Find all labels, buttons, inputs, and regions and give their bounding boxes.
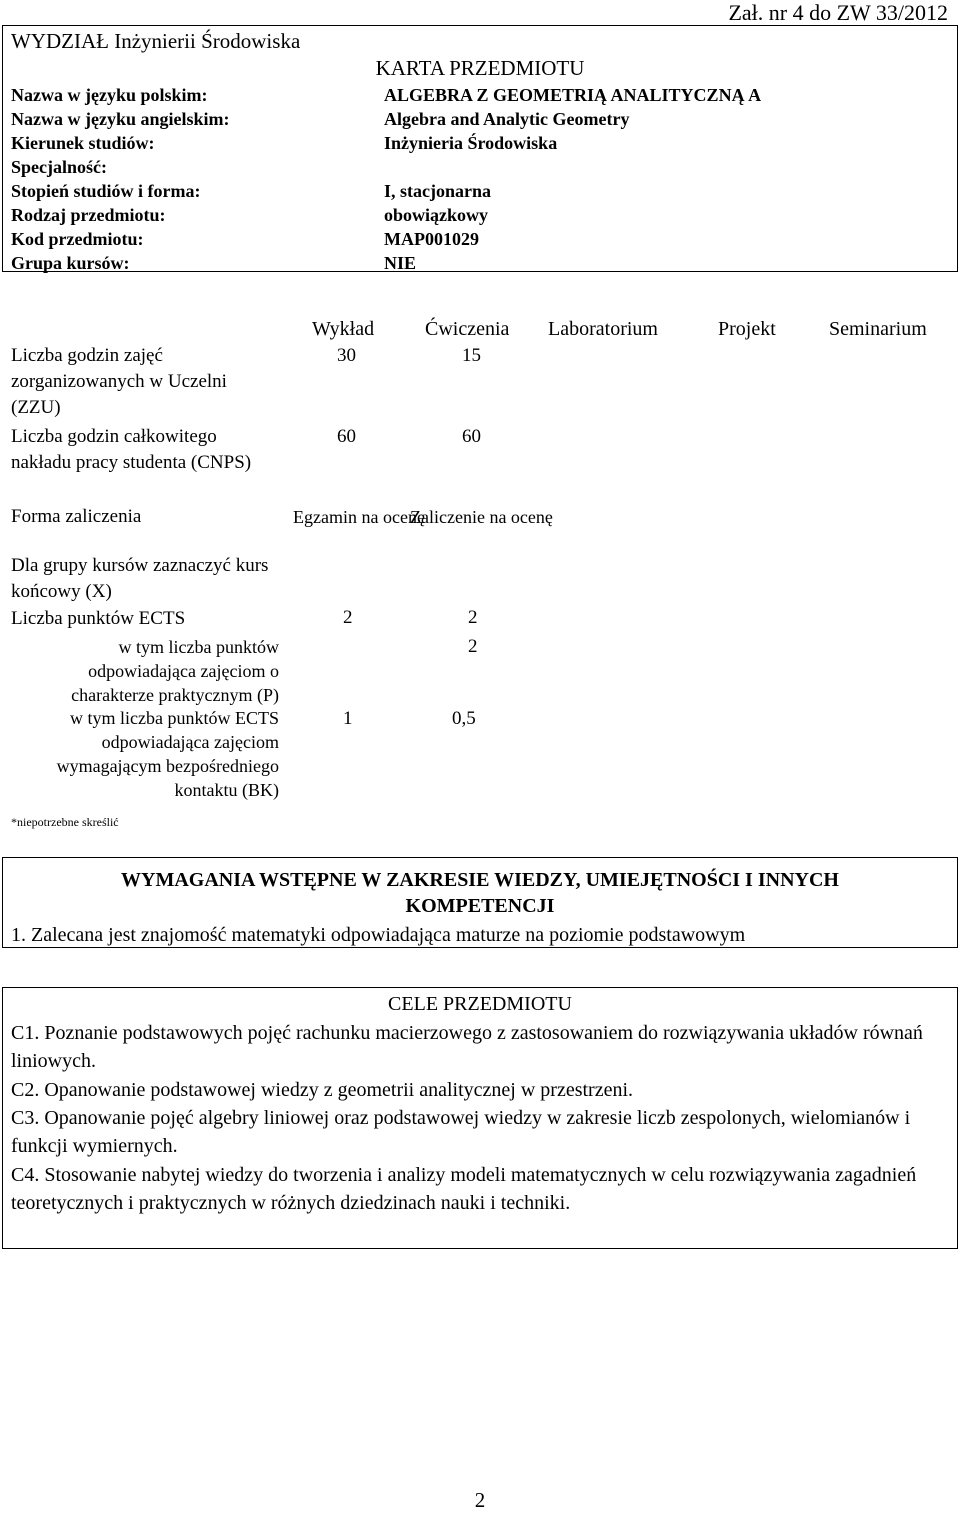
goal-item-c2: C2. Opanowanie podstawowej wiedzy z geometrii analitycznej w przestrzeni. <box>11 1079 634 1101</box>
cell-cnps-lecture: 60 <box>337 426 356 447</box>
cell-zzu-lecture: 30 <box>337 345 356 366</box>
header-seminar: Seminarium <box>829 318 927 340</box>
meta-label-polish-name: Nazwa w języku polskim: <box>11 85 208 105</box>
row-label-assessment: Forma zaliczenia <box>11 506 142 527</box>
meta-value-degree: I, stacjonarna <box>384 181 491 201</box>
requirement-item: 1. Zalecana jest znajomość matematyki odpowiadająca maturze na poziomie podstawowym <box>11 924 746 946</box>
cell-ects-exercises: 2 <box>468 607 478 628</box>
header-project: Projekt <box>718 318 776 340</box>
page-number: 2 <box>474 1488 486 1512</box>
cell-practical-exercises: 2 <box>468 636 478 657</box>
meta-value-english-name: Algebra and Analytic Geometry <box>384 109 630 129</box>
cell-zzu-exercises: 15 <box>462 345 481 366</box>
meta-label-english-name: Nazwa w języku angielskim: <box>11 109 230 129</box>
department-title: WYDZIAŁ Inżynierii Środowiska <box>11 29 301 53</box>
footnote: *niepotrzebne skreślić <box>11 815 119 829</box>
requirements-title: WYMAGANIA WSTĘPNE W ZAKRESIE WIEDZY, UMIEJĘTNOŚCI I INNYCH KOMPETENCJI <box>121 869 839 917</box>
meta-label-specialty: Specjalność: <box>11 157 107 177</box>
cell-direct-contact-exercises: 0,5 <box>452 708 476 729</box>
meta-value-course-code: MAP001029 <box>384 229 479 249</box>
cell-assessment-lecture: Egzamin na ocenę <box>293 507 425 527</box>
cell-assessment-exercises: Zaliczenie na ocenę <box>410 507 553 527</box>
header-laboratory: Laboratorium <box>548 318 658 340</box>
meta-label-course-group: Grupa kursów: <box>11 253 130 273</box>
cell-direct-contact-lecture: 1 <box>343 708 353 729</box>
goal-item-c4: C4. Stosowanie nabytej wiedzy do tworzenia i analizy modeli matematycznych w celu rozwiązywania zagadnień teoretycznych i praktycznych w różnych dziedzinach nauki i techniki. <box>11 1164 917 1214</box>
cell-cnps-exercises: 60 <box>462 426 481 447</box>
cell-ects-lecture: 2 <box>343 607 353 628</box>
row-label-cnps: Liczba godzin całkowitego nakładu pracy studenta (CNPS) <box>11 426 252 473</box>
attachment-note: Zał. nr 4 do ZW 33/2012 <box>728 0 948 25</box>
row-label-ects: Liczba punktów ECTS <box>11 608 186 629</box>
goal-item-c1: C1. Poznanie podstawowych pojęć rachunku macierzowego z zastosowaniem do rozwiązywania układów równań liniowych. <box>11 1022 923 1072</box>
meta-label-course-type: Rodzaj przedmiotu: <box>11 205 166 225</box>
row-label-final-course: Dla grupy kursów zaznaczyć kurs końcowy (X) <box>11 555 269 602</box>
row-label-ects-practical: w tym liczba punktów odpowiadająca zajęciom o charakterze praktycznym (P) <box>71 637 279 705</box>
row-label-zzu: Liczba godzin zajęć zorganizowanych w Uczelni (ZZU) <box>11 345 227 418</box>
header-exercises: Ćwiczenia <box>425 318 510 340</box>
goals-title: CELE PRZEDMIOTU <box>388 993 572 1015</box>
meta-value-course-group: NIE <box>384 253 417 273</box>
meta-label-field: Kierunek studiów: <box>11 133 155 153</box>
meta-value-field: Inżynieria Środowiska <box>384 133 558 153</box>
goal-item-c3: C3. Opanowanie pojęć algebry liniowej oraz podstawowej wiedzy w zakresie liczb zespolonych, wielomianów i funkcji wymiernych. <box>11 1107 911 1157</box>
meta-label-degree: Stopień studiów i forma: <box>11 181 201 201</box>
row-label-ects-direct-contact: w tym liczba punktów ECTS odpowiadająca zajęciom wymagającym bezpośredniego kontaktu (BK) <box>56 708 279 800</box>
header-lecture: Wykład <box>312 318 375 340</box>
meta-label-course-code: Kod przedmiotu: <box>11 229 144 249</box>
meta-value-polish-name: ALGEBRA Z GEOMETRIĄ ANALITYCZNĄ A <box>384 85 762 105</box>
meta-value-course-type: obowiązkowy <box>384 205 489 225</box>
card-title: KARTA PRZEDMIOTU <box>375 56 585 80</box>
